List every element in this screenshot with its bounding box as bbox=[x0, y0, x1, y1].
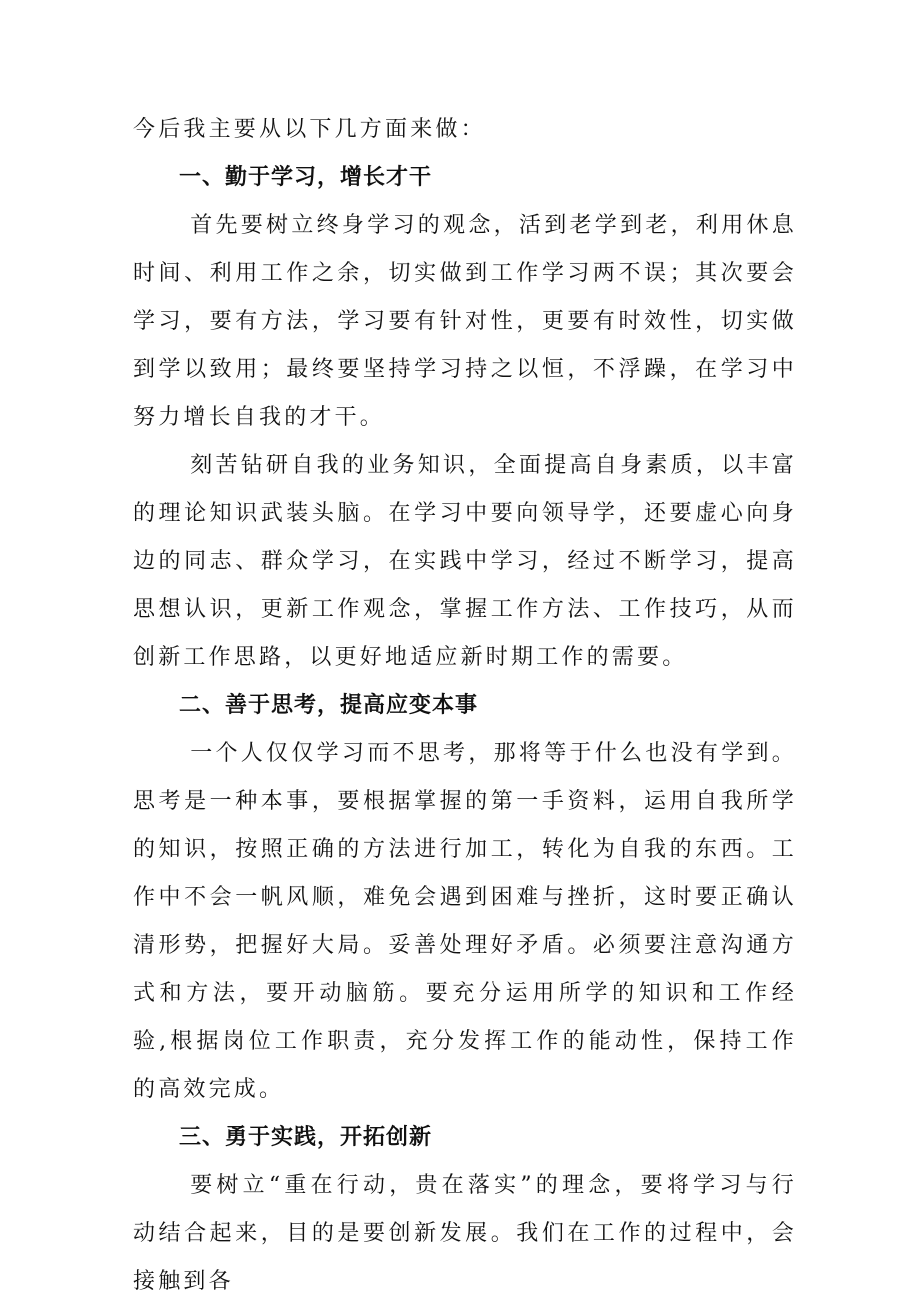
section-2-paragraph-1: 一个人仅仅学习而不思考，那将等于什么也没有学到。思考是一种本事，要根据掌握的第一手资料，运用自我所学的知识，按照正确的方法进行加工，转化为自我的东西。工作中不会一帆风顺，难免会遇到困难与挫折，这时要正确认清形势，把握好大局。妥善处理好矛盾。必须要注意沟通方式和方法，要开动脑筋。要充分运用所学的知识和工作经验,根据岗位工作职责，充分发挥工作的能动性，保持工作的高效完成。 bbox=[133, 741, 797, 1102]
intro-paragraph: 今后我主要从以下几方面来做： bbox=[133, 117, 486, 142]
document-body bbox=[133, 106, 797, 1306]
section-heading-1: 一、勤于学习，增长才干 bbox=[179, 165, 433, 190]
section-heading-3: 三、勇于实践，开拓创新 bbox=[179, 1125, 433, 1150]
section-1-paragraph-2: 刻苦钻研自我的业务知识，全面提高自身素质，以丰富的理论知识武装头脑。在学习中要向领导学，还要虚心向身边的同志、群众学习，在实践中学习，经过不断学习，提高思想认识，更新工作观念，掌握工作方法、工作技巧，从而创新工作思路，以更好地适应新时期工作的需要。 bbox=[133, 453, 797, 670]
section-heading-2: 二、善于思考，提高应变本事 bbox=[179, 693, 479, 718]
section-3-paragraph-1: 要树立“重在行动，贵在落实”的理念，要将学习与行动结合起来，目的是要创新发展。我们在工作的过程中，会接触到各 bbox=[133, 1173, 797, 1294]
section-1-paragraph-1: 首先要树立终身学习的观念，活到老学到老，利用休息时间、利用工作之余，切实做到工作学习两不误；其次要会学习，要有方法，学习要有针对性，更要有时效性，切实做到学以致用；最终要坚持学习持之以恒，不浮躁，在学习中努力增长自我的才干。 bbox=[133, 213, 797, 430]
